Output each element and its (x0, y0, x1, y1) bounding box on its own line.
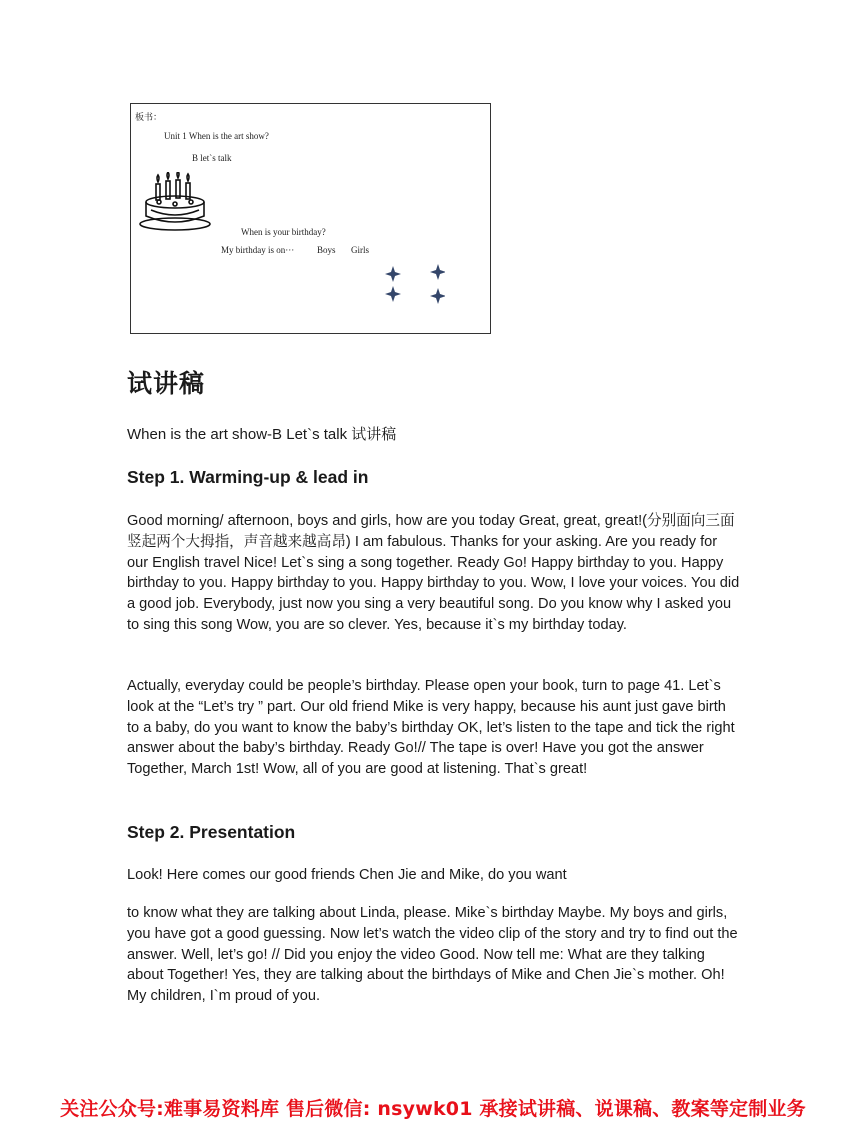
board-unit-title: Unit 1 When is the art show? (164, 131, 269, 141)
board-girls: Girls (351, 245, 369, 255)
step1-paragraph-2: Actually, everyday could be people’s birthday. Please open your book, turn to page 41. Let`s look at the “Let’s try ” part. Our old friend Mike is very happy, because his aunt just gave birth to a baby, do you want to know the baby’s birthday OK, let’s listen to the tape and tick the right answer about the baby’s birthday. Ready Go!// The tape is over! Have you got the answer Together, March 1st! Wow, all of you are good at listening. That`s great! (127, 678, 735, 778)
step1-heading: Step 1. Warming-up & lead in (127, 467, 369, 487)
board-question: When is your birthday? (241, 227, 326, 237)
step2-paragraph-1: Look! Here comes our good friends Chen Jie and Mike, do you want (127, 867, 567, 883)
board-answer: My birthday is on··· (221, 245, 295, 255)
birthday-cake-icon (137, 172, 213, 234)
page-title: 试讲稿 (127, 369, 206, 398)
board-boys: Boys (317, 245, 336, 255)
board-section: B let`s talk (192, 153, 232, 163)
score-stars-icon (383, 262, 445, 306)
doc-subtitle: When is the art show-B Let`s talk 试讲稿 (127, 426, 397, 443)
board-label: 板书： (135, 112, 163, 122)
blackboard-design-box (130, 103, 491, 334)
promo-footer: 关注公众号:难事易资料库 售后微信: nsywk01 承接试讲稿、说课稿、教案等定制业务 (60, 1098, 806, 1120)
step2-heading: Step 2. Presentation (127, 822, 296, 842)
step1-paragraph-1: Good morning/ afternoon, boys and girls, how are you today Great, great, great!(分别面向三面竖起两个大拇指，声音越来越高昂) I am fabulous. Thanks for your asking. Are you ready for our English travel Nice! Let`s sing a song together. Ready Go! Happy birthday to you. Happy birthday to you. Happy birthday to you. Happy birthday to you. Wow, I love your voices. You did a good job. Everybody, just now you sing a very beautiful song. Do you know why I asked you to sing this song Wow, you are so clever. Yes, because it`s my birthday today. (127, 513, 740, 633)
step2-paragraph-2: to know what they are talking about Linda, please. Mike`s birthday Maybe. My boys and girls, you have got a good guessing. Now let’s watch the video clip of the story and try to find out the answer. Well, let’s go! // Did you enjoy the video Good. Now tell me: What are they talking about Together! Yes, they are talking about the birthdays of Mike and Chen Jie`s mother. Oh! My children, I`m proud of you. (127, 905, 738, 1005)
